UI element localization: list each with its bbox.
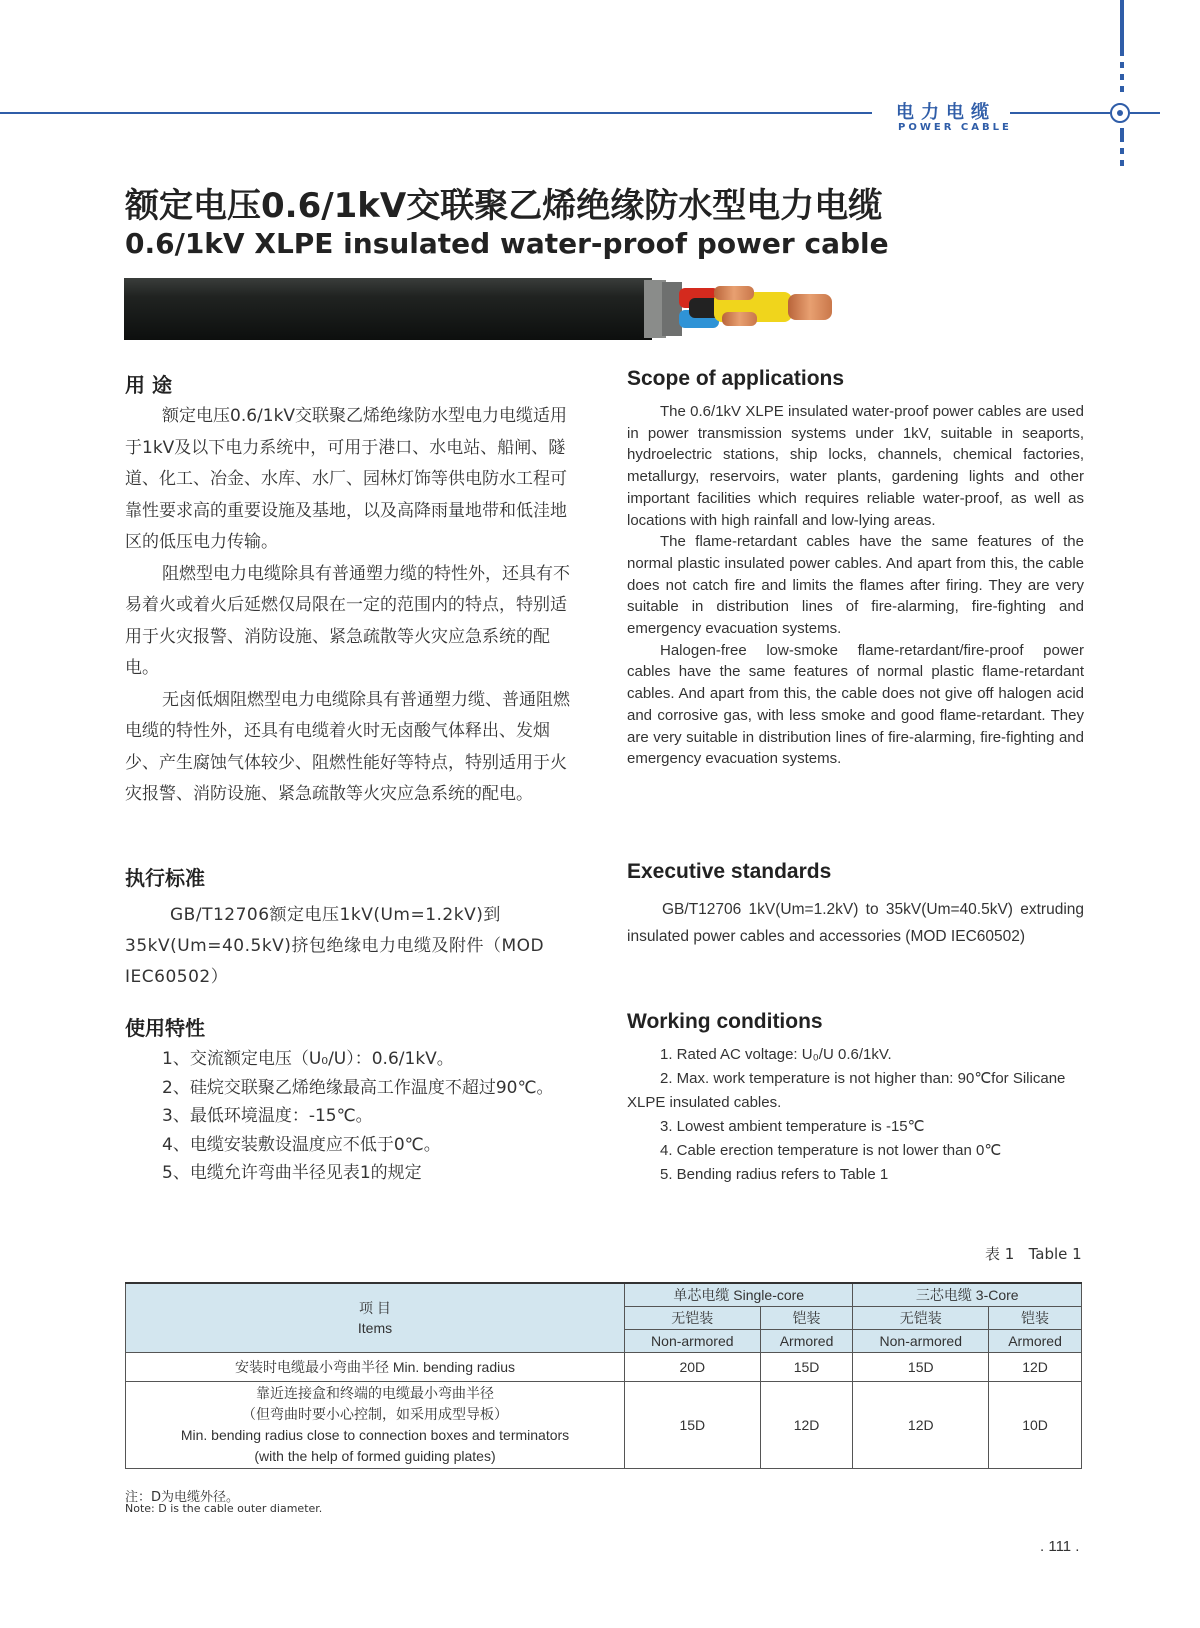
paragraph: GB/T12706 1kV(Um=1.2kV) to 35kV(Um=40.5kV) extruding insulated power cables and accessories (MOD IEC60502) bbox=[627, 901, 1084, 945]
cable-inner-sheath bbox=[662, 282, 682, 336]
header-rule-left bbox=[0, 112, 872, 114]
header-vertical-bar bbox=[1120, 0, 1124, 56]
conditions-heading-cn: 使用特性 bbox=[125, 1016, 205, 1040]
header-vertical-dash bbox=[1120, 128, 1124, 142]
paragraph: 额定电压0.6/1kV交联聚乙烯绝缘防水型电力电缆适用于1kV及以下电力系统中，可用于港口、水电站、船闸、隧道、化工、冶金、水库、水厂、园林灯饰等供电防水工程可靠性要求高的重要设施及基地，以及高降雨量地带和低洼地区的低压电力传输。 bbox=[125, 406, 568, 552]
table-cell: 12D bbox=[853, 1382, 989, 1469]
table-cell: 20D bbox=[625, 1353, 761, 1382]
paragraph: GB/T12706额定电压1kV(Um=1.2kV)到35kV(Um=40.5kV)挤包绝缘电力电缆及附件（MOD IEC60502） bbox=[125, 905, 545, 987]
list-item: 4、电缆安装敷设温度应不低于0℃。 bbox=[162, 1134, 441, 1155]
page-number: . 111 . bbox=[1040, 1538, 1080, 1555]
note-en: Note: D is the cable outer diameter. bbox=[125, 1502, 323, 1515]
header-vertical-dash bbox=[1120, 86, 1124, 92]
conductor-copper bbox=[788, 294, 832, 320]
crosshair-target-icon bbox=[1110, 103, 1130, 123]
page-title-en: 0.6/1kV XLPE insulated water-proof power cable bbox=[125, 227, 889, 260]
table-header-armored: 铠装 bbox=[760, 1307, 853, 1330]
list-item: 2、硅烷交联聚乙烯绝缘最高工作温度不超过90℃。 bbox=[162, 1077, 554, 1098]
page-title-cn: 额定电压0.6/1kV交联聚乙烯绝缘防水型电力电缆 bbox=[125, 186, 883, 226]
table-cell: 15D bbox=[760, 1353, 853, 1382]
list-item: 5. Bending radius refers to Table 1 bbox=[660, 1166, 889, 1183]
table-header-items-cn: 项 目 bbox=[359, 1300, 391, 1316]
paragraph: 无卤低烟阻燃型电力电缆除具有普通塑力缆、普通阻燃电缆的特性外，还具有电缆着火时无卤酸气体释出、发烟少、产生腐蚀气体较少、阻燃性能好等特点，特别适用于火灾报警、消防设施、紧急疏散等火灾应急系统的配电。 bbox=[125, 689, 570, 804]
table-header-items-en: Items bbox=[357, 1320, 393, 1336]
table-header-non-armored: 无铠装 bbox=[625, 1307, 761, 1330]
table-cell: 12D bbox=[760, 1382, 853, 1469]
conditions-list-en bbox=[627, 1043, 1084, 1187]
standards-text-en bbox=[627, 896, 1084, 950]
header-rule-end bbox=[1130, 112, 1160, 114]
table-header-armored: 铠装 bbox=[989, 1307, 1082, 1330]
table-row-label-line: 靠近连接盒和终端的电缆最小弯曲半径 bbox=[256, 1385, 494, 1401]
standards-text-cn bbox=[125, 900, 583, 993]
table-row-label-line: (with the help of formed guiding plates) bbox=[254, 1448, 496, 1464]
table-header-items bbox=[126, 1283, 625, 1353]
table-header-non-armored-en: Non-armored bbox=[625, 1330, 761, 1353]
header-vertical-dash bbox=[1120, 74, 1124, 80]
cable-jacket bbox=[124, 278, 652, 340]
applications-heading-en: Scope of applications bbox=[627, 367, 845, 390]
note-cn: 注：D为电缆外径。 bbox=[125, 1490, 240, 1505]
table-cell: 15D bbox=[853, 1353, 989, 1382]
header-rule-right bbox=[1010, 112, 1110, 114]
applications-heading-cn: 用 途 bbox=[125, 373, 172, 397]
applications-text-cn bbox=[125, 401, 583, 811]
list-item: 3、最低环境温度：-15℃。 bbox=[162, 1106, 373, 1126]
table-header-three-core: 三芯电缆 3-Core bbox=[853, 1283, 1082, 1307]
section-label-cn: 电力电缆 bbox=[896, 102, 996, 123]
list-item: 2. Max. work temperature is not higher than: 90℃for Silicane XLPE insulated cables. bbox=[627, 1070, 1066, 1111]
applications-text-en bbox=[627, 401, 1084, 770]
header-vertical-dash bbox=[1120, 148, 1124, 154]
bending-radius-table bbox=[125, 1282, 1082, 1469]
header-vertical-dash bbox=[1120, 160, 1124, 166]
list-item: 1、交流额定电压（U₀/U）：0.6/1kV。 bbox=[162, 1049, 454, 1069]
paragraph: Halogen-free low-smoke flame-retardant/fire-proof power cables have the same features of normal plastic flame-retardant cables. And apart from this, the cable does not give off halogen acid and corrosive gas, with less smoke and good flame-retardant. They are very suitable in distribution lines of fire-alarming, fire-fighting and emergency evacuation systems. bbox=[627, 641, 1084, 768]
paragraph: 阻燃型电力电缆除具有普通塑力缆的特性外，还具有不易着火或着火后延燃仅局限在一定的范围内的特点，特别适用于火灾报警、消防设施、紧急疏散等火灾应急系统的配电。 bbox=[125, 563, 570, 678]
table-header-single-core: 单芯电缆 Single-core bbox=[625, 1283, 853, 1307]
section-label-en: POWER CABLE bbox=[898, 122, 1012, 133]
list-item: 1. Rated AC voltage: U₀/U 0.6/1kV. bbox=[660, 1046, 892, 1063]
cable-image bbox=[124, 276, 864, 346]
conditions-heading-en: Working conditions bbox=[627, 1010, 823, 1033]
conductor-copper bbox=[714, 286, 754, 300]
list-item: 4. Cable erection temperature is not lower than 0℃ bbox=[660, 1142, 1002, 1159]
standards-heading-en: Executive standards bbox=[627, 860, 832, 883]
standards-heading-cn: 执行标准 bbox=[125, 866, 205, 890]
conditions-list-cn bbox=[125, 1045, 583, 1188]
table-row bbox=[126, 1382, 1082, 1469]
paragraph: The flame-retardant cables have the same features of the normal plastic insulated power cables. And apart from this, the cable does not catch fire and limits the flames after firing. They are very suitable in distribution lines of fire-alarming, fire-fighting and emergency evacuation systems. bbox=[627, 533, 1084, 638]
table-cell: 12D bbox=[989, 1353, 1082, 1382]
table-row-label bbox=[126, 1382, 625, 1469]
table-cell: 10D bbox=[989, 1382, 1082, 1469]
table-row-label-line: （但弯曲时要小心控制，如采用成型导板） bbox=[242, 1406, 508, 1422]
table-header-non-armored: 无铠装 bbox=[853, 1307, 989, 1330]
table-header-armored-en: Armored bbox=[989, 1330, 1082, 1353]
table-row-label-line: Min. bending radius close to connection boxes and terminators bbox=[180, 1427, 570, 1443]
list-item: 5、电缆允许弯曲半径见表1的规定 bbox=[162, 1163, 422, 1183]
list-item: 3. Lowest ambient temperature is -15℃ bbox=[660, 1118, 925, 1135]
table-cell: 15D bbox=[625, 1382, 761, 1469]
table-header-armored-en: Armored bbox=[760, 1330, 853, 1353]
table-row-label: 安装时电缆最小弯曲半径 Min. bending radius bbox=[126, 1353, 625, 1382]
table-row bbox=[126, 1353, 1082, 1382]
conductor-copper bbox=[722, 312, 757, 326]
table-header-non-armored-en: Non-armored bbox=[853, 1330, 989, 1353]
table-caption: 表 1 Table 1 bbox=[985, 1245, 1082, 1263]
paragraph: The 0.6/1kV XLPE insulated water-proof power cables are used in power transmission systems under 1kV, suitable in seaports, hydroelectric stations, ship locks, channels, chemical factories, metallurgy, reservoirs, water plants, gardening lights and other important facilities which requires reliable water-proof, as well as locations with high rainfall and low-lying areas. bbox=[627, 403, 1084, 529]
header-vertical-dash bbox=[1120, 62, 1124, 68]
